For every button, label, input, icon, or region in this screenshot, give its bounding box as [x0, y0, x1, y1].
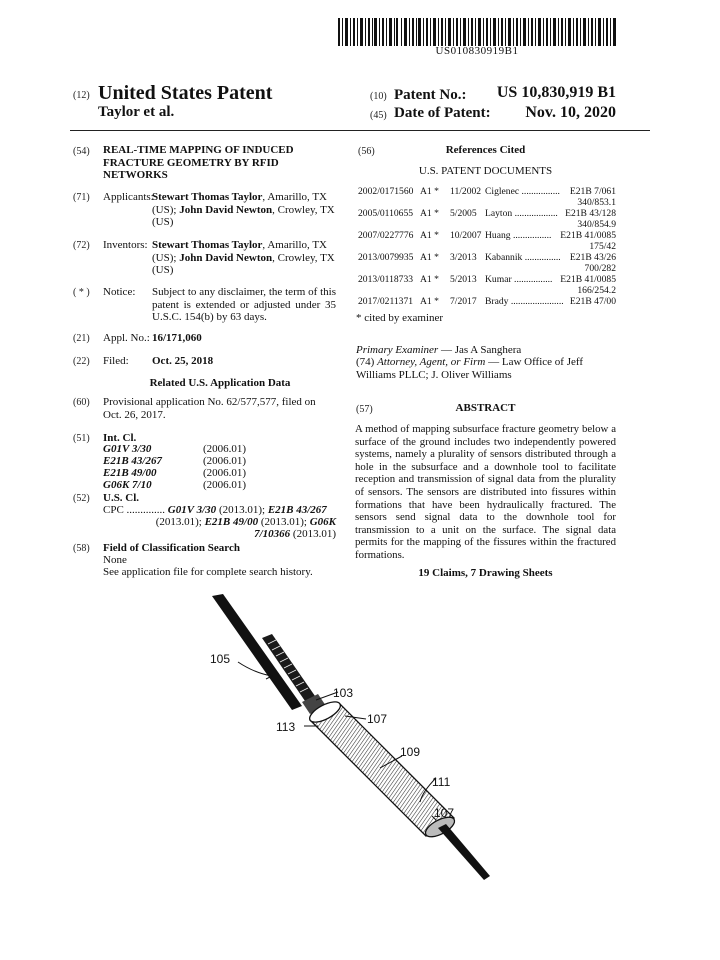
appl-no-value: 16/171,060 — [152, 332, 202, 344]
notice-text: Subject to any disclaimer, the term of this patent is extended or adjusted under 35 U.S.C. 154(b) by 63 days. — [152, 286, 336, 323]
inid-71: (71) — [73, 192, 90, 203]
inventor-short: Taylor et al. — [98, 104, 175, 120]
provisional-text: Provisional application No. 62/577,577, filed on Oct. 26, 2017. — [103, 396, 316, 421]
filed-value: Oct. 25, 2018 — [152, 355, 214, 367]
attorney-agent: (74) Attorney, Agent, or Firm — Law Office of Jeff Williams PLLC; J. Oliver Williams — [356, 356, 583, 381]
inid-notice: ( * ) — [73, 287, 90, 298]
notice-label: Notice: — [103, 286, 136, 298]
applicants-label: Applicants: — [103, 191, 154, 203]
refs-subtitle: U.S. PATENT DOCUMENTS — [418, 165, 553, 177]
inventors-label: Inventors: — [103, 239, 148, 251]
header-rule — [70, 130, 650, 131]
ref-label-109: 109 — [400, 745, 421, 759]
field-search-none: None — [103, 554, 127, 566]
ref-label-107-top: 107 — [367, 712, 388, 726]
cpc-text-line3: 7/10366 (2013.01) — [254, 528, 336, 540]
field-search-label: Field of Classification Search — [103, 542, 240, 554]
ref-label-105: 105 — [210, 652, 231, 666]
claims-sheets: 19 Claims, 7 Drawing Sheets — [418, 567, 553, 579]
lower-conduit — [438, 824, 490, 880]
ref-label-111: 111 — [432, 775, 451, 789]
invention-title: REAL-TIME MAPPING OF INDUCED FRACTURE GEOMETRY BY RFID NETWORKS — [103, 144, 294, 181]
inid-56: (56) — [358, 146, 375, 157]
inid-58: (58) — [73, 543, 90, 554]
inid-21: (21) — [73, 333, 90, 344]
ref-label-107-bottom: 107 — [434, 806, 455, 820]
cited-by-examiner: * cited by examiner — [356, 312, 444, 324]
primary-examiner: Primary Examiner — Jas A Sanghera — [356, 344, 522, 356]
related-data-title: Related U.S. Application Data — [149, 377, 291, 389]
barcode-image — [338, 18, 616, 46]
us-cl-label: U.S. Cl. — [103, 492, 140, 504]
inid-12: (12) — [73, 90, 90, 101]
applicants-text: Stewart Thomas Taylor, Amarillo, TX (US); John David Newton, Crowley, TX (US) — [152, 191, 335, 228]
inid-52: (52) — [73, 493, 90, 504]
barcode-number: US010830919B1 — [435, 45, 519, 57]
date-label: Date of Patent: — [394, 105, 491, 121]
inventors-text: Stewart Thomas Taylor, Amarillo, TX (US); John David Newton, Crowley, TX (US) — [152, 239, 335, 276]
patent-no-label: Patent No.: — [394, 87, 467, 103]
cpc-text: CPC .............. G01V 3/30 (2013.01); E21B 43/267 — [103, 504, 327, 516]
ref-label-103: 103 — [333, 686, 354, 700]
inid-57: (57) — [356, 404, 373, 415]
filed-label: Filed: — [103, 355, 129, 367]
refs-title: References Cited — [445, 144, 526, 156]
inid-51: (51) — [73, 433, 90, 444]
ref-label-113: 113 — [276, 720, 296, 734]
inid-54: (54) — [73, 146, 90, 157]
inid-72: (72) — [73, 240, 90, 251]
abstract-text: A method of mapping subsurface fracture geometry below a surface of the ground includes two independently powered systems, namely a plurality of sensors distributed through a hole in the subsurface and a downhole tool to facilitate reception and transmission of signal data from the plurality of sensors. The sensors are distributed into fissures within formations that have been hydraulically fractured. The sensors send signal data to the downhole tool for transmission to a unit on the surface. The signal data permits for the mapping of the fissures within the fractured formations. — [355, 423, 616, 561]
field-search-see: See application file for complete search history. — [103, 566, 313, 578]
inid-60: (60) — [73, 397, 90, 408]
cpc-text-line2: (2013.01); E21B 49/00 (2013.01); G06K — [155, 516, 336, 528]
patent-drawing — [190, 590, 490, 890]
inid-10: (10) — [370, 91, 387, 102]
document-title: United States Patent — [98, 82, 273, 104]
patent-date: Nov. 10, 2020 — [525, 104, 616, 121]
appl-no-label: Appl. No.: — [103, 332, 150, 344]
abstract-title: ABSTRACT — [455, 402, 516, 414]
patent-number: US 10,830,919 B1 — [496, 84, 616, 101]
inid-45: (45) — [370, 110, 387, 121]
inid-22: (22) — [73, 356, 90, 367]
int-cl-label: Int. Cl. — [103, 432, 137, 444]
